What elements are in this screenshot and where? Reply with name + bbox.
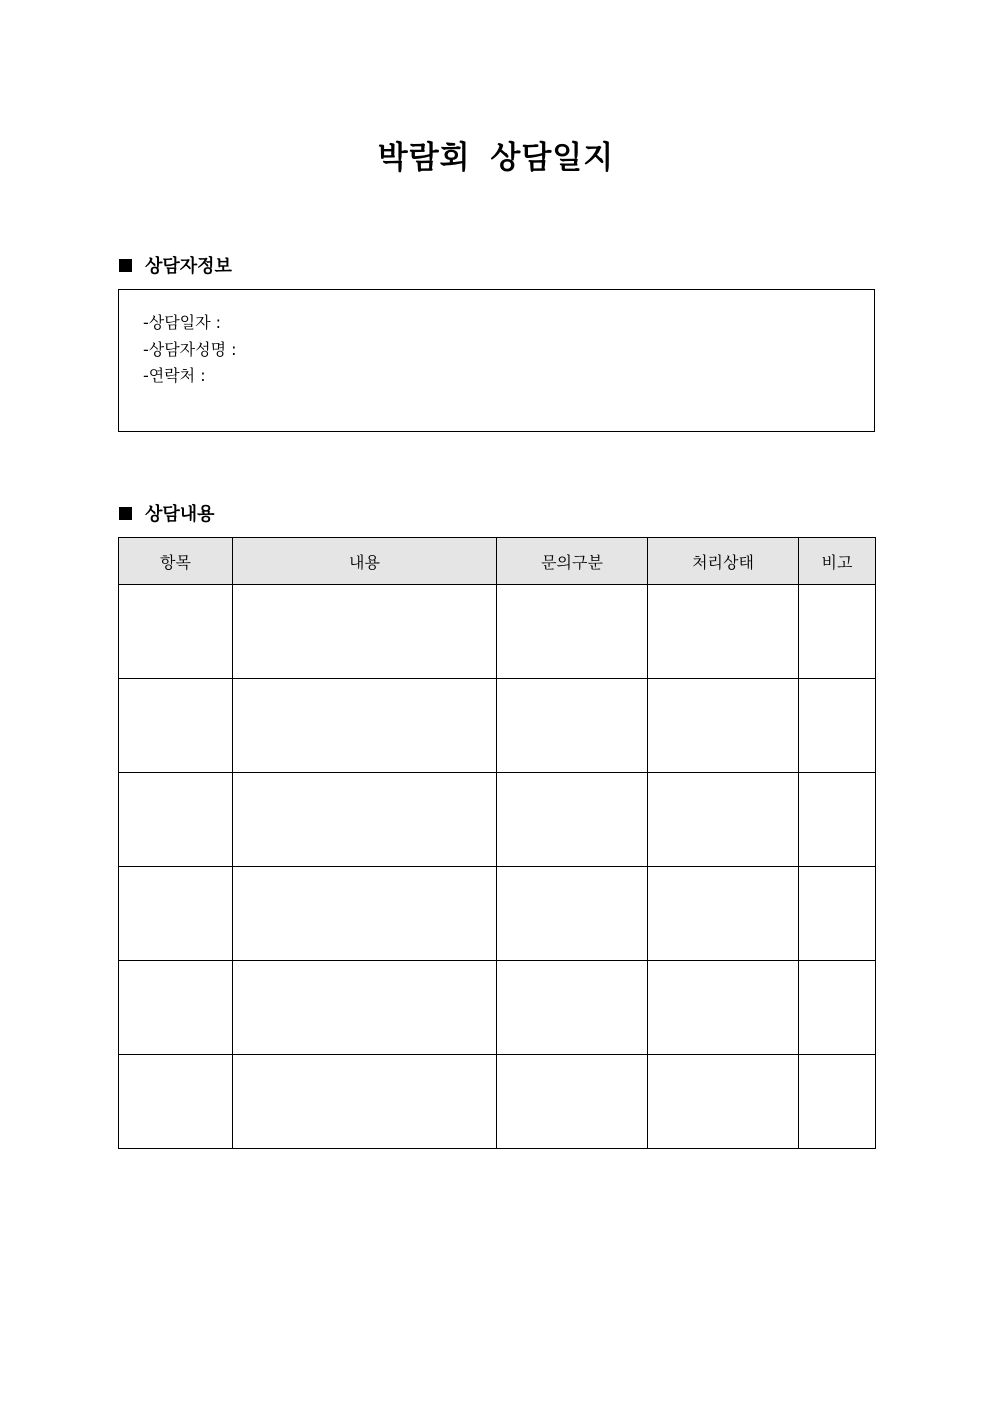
table-cell: [497, 679, 648, 773]
column-header-status: 처리상태: [648, 538, 799, 585]
table-row: [119, 1055, 876, 1149]
table-cell: [233, 773, 497, 867]
section-heading-consultant-info: [119, 252, 232, 278]
table-cell: [648, 1055, 799, 1149]
table-cell: [799, 961, 876, 1055]
page-title: 박람회 상담일지: [377, 140, 615, 176]
table-row: [119, 585, 876, 679]
column-header-remarks: 비고: [799, 538, 876, 585]
table-cell: [233, 867, 497, 961]
table-row: [119, 679, 876, 773]
table-cell: [497, 1055, 648, 1149]
table-row: [119, 961, 876, 1055]
table-cell: [648, 961, 799, 1055]
info-line-contact: -연락처 :: [143, 366, 206, 385]
table-cell: [799, 1055, 876, 1149]
consultant-info-box: [118, 289, 875, 432]
consultant-info-lines: [143, 310, 237, 390]
table-cell: [648, 773, 799, 867]
table-cell: [799, 867, 876, 961]
info-line-name: -상담자성명 :: [143, 339, 237, 359]
table-cell: [119, 585, 233, 679]
table-cell: [648, 679, 799, 773]
table-cell: [497, 867, 648, 961]
table-cell: [233, 679, 497, 773]
table-cell: [119, 773, 233, 867]
table-cell: [799, 585, 876, 679]
table-cell: [497, 773, 648, 867]
square-bullet-icon: [119, 259, 132, 272]
table-row: [119, 867, 876, 961]
section-heading-label: 상담자정보: [145, 256, 232, 277]
column-header-inquiry-type: 문의구분: [497, 538, 648, 585]
table-cell: [119, 679, 233, 773]
info-line-date: -상담일자 :: [143, 313, 222, 332]
table-cell: [799, 679, 876, 773]
consult-table: [118, 537, 876, 1149]
table-cell: [648, 867, 799, 961]
table-cell: [799, 773, 876, 867]
column-header-item: 항목: [119, 538, 233, 585]
table-header-row: [119, 538, 876, 585]
table-cell: [119, 867, 233, 961]
table-cell: [233, 585, 497, 679]
column-header-content: 내용: [233, 538, 497, 585]
section-heading-consult-content: [119, 500, 215, 526]
section-heading-label: 상담내용: [145, 504, 215, 525]
table-row: [119, 773, 876, 867]
table-cell: [648, 585, 799, 679]
table-cell: [119, 1055, 233, 1149]
table-cell: [233, 1055, 497, 1149]
table-cell: [119, 961, 233, 1055]
table-cell: [233, 961, 497, 1055]
table-cell: [497, 961, 648, 1055]
square-bullet-icon: [119, 507, 132, 520]
table-cell: [497, 585, 648, 679]
